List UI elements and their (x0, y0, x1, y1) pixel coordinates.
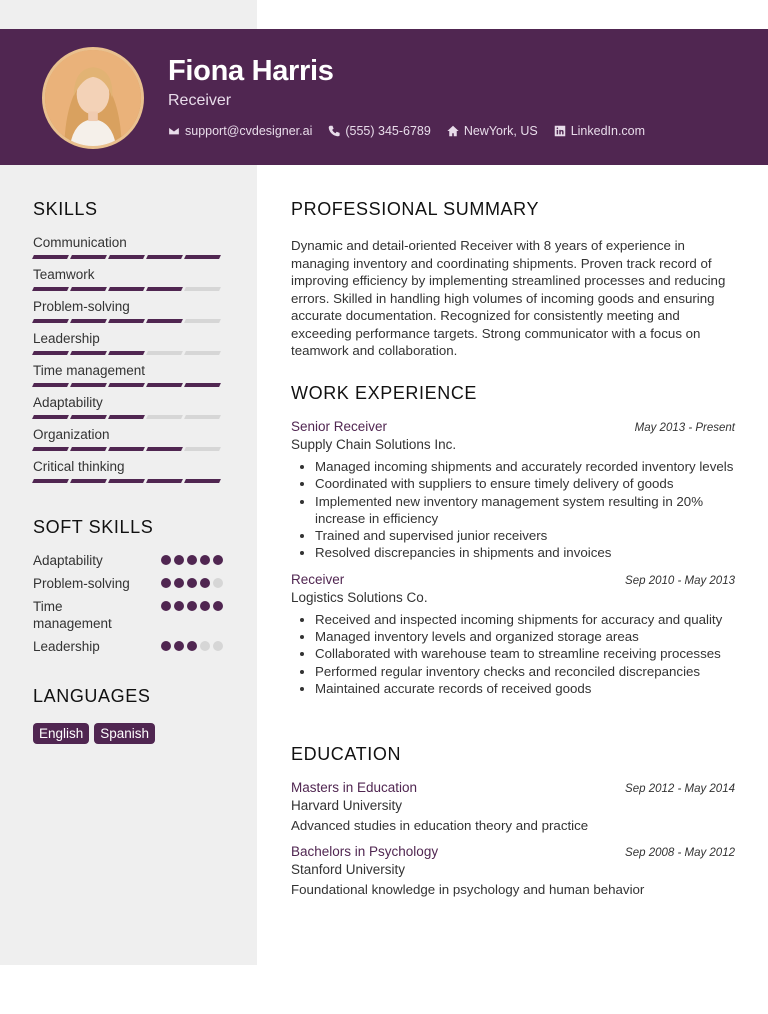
soft-skill-dot (213, 601, 223, 611)
education-list (291, 780, 735, 897)
soft-skill-dots (161, 578, 223, 588)
skill-level-segment (32, 287, 69, 291)
skill-label: Communication (33, 235, 127, 250)
soft-skills-list (33, 552, 223, 655)
job-date: May 2013 - Present (634, 422, 735, 434)
skill-level-segment (184, 415, 221, 419)
summary-text: Dynamic and detail-oriented Receiver with 8 years of experience in managing inventory and coordinating shipments. Proven track record of improving efficiency by implementing streamlined processes and reducing errors. Skilled in handling high volumes of incoming goods and ensuring accurate documentation. Recognized for consistently meeting and exceeding performance targets. Strong communicator with a focus on teamwork and collaboration. (291, 238, 726, 358)
job-bullet: • Managed incoming shipments and accurately recorded inventory levels (315, 458, 735, 475)
job-date: Sep 2010 - May 2013 (625, 574, 735, 587)
skill-level-segment (184, 479, 221, 483)
soft-skill-item (33, 552, 223, 569)
soft-skill-dot (161, 555, 171, 565)
job-bullets (291, 458, 735, 562)
education-header (291, 844, 735, 859)
linkedin-icon (554, 125, 566, 137)
soft-skill-dot (213, 555, 223, 565)
resume-header (0, 29, 768, 165)
skill-level-segment (146, 287, 183, 291)
skill-level-segment (70, 383, 107, 387)
skill-level-segment (32, 447, 69, 451)
soft-skill-dot (213, 641, 223, 651)
soft-skill-label: Leadership (33, 639, 100, 654)
soft-skill-dot (187, 601, 197, 611)
soft-skill-item (33, 598, 223, 632)
job-bullet: • Resolved discrepancies in shipments and invoices (315, 544, 735, 561)
job-bullets (291, 611, 735, 697)
job-bullet: • Coordinated with suppliers to ensure timely delivery of goods (315, 475, 735, 492)
skill-level-segment (32, 479, 69, 483)
soft-skill-dots (161, 555, 223, 565)
skill-level-segment (32, 319, 69, 323)
soft-skill-dot (174, 578, 184, 588)
job-entry (291, 419, 735, 562)
contact-location-text: NewYork, US (463, 124, 538, 138)
skills-title: SKILLS (33, 199, 98, 219)
skill-level-segment (70, 351, 107, 355)
language-tag: English (33, 723, 89, 744)
skill-level-bar (33, 415, 223, 419)
skill-level-segment (146, 383, 183, 387)
skill-level-segment (108, 255, 145, 259)
job-title: Receiver (291, 571, 345, 587)
skill-level-segment (32, 351, 69, 355)
soft-skill-dot (187, 578, 197, 588)
skill-level-segment (32, 415, 69, 419)
skill-level-segment (70, 255, 107, 259)
skill-level-segment (146, 447, 183, 451)
education-degree: Bachelors in Psychology (291, 844, 439, 859)
contact-phone-text: (555) 345-6789 (345, 124, 431, 138)
avatar (42, 47, 144, 149)
soft-skill-dot (174, 555, 184, 565)
skill-label: Teamwork (33, 267, 95, 282)
skill-level-segment (108, 287, 145, 291)
job-company: Logistics Solutions Co. (291, 589, 428, 605)
education-description: Advanced studies in education theory and practice (291, 818, 589, 833)
skill-level-segment (32, 255, 69, 259)
job-list (291, 419, 735, 697)
job-entry (291, 572, 735, 697)
soft-skill-dot (187, 555, 197, 565)
skill-level-segment (184, 447, 221, 451)
skill-label: Leadership (33, 331, 100, 346)
job-bullet: • Implemented new inventory management system resulting in 20% increase in efficiency (315, 493, 735, 528)
skill-level-segment (146, 319, 183, 323)
contact-location (447, 124, 538, 138)
job-bullet: • Performed regular inventory checks and reconciled discrepancies (315, 663, 735, 680)
skill-level-segment (70, 415, 107, 419)
experience-title: WORK EXPERIENCE (291, 383, 478, 403)
skill-item (33, 266, 223, 291)
skill-level-segment (184, 319, 221, 323)
skill-level-segment (70, 479, 107, 483)
summary-section (291, 199, 735, 360)
soft-skill-dot (174, 601, 184, 611)
job-bullet: • Managed inventory levels and organized storage areas (315, 628, 735, 645)
skill-level-bar (33, 447, 223, 451)
soft-skill-label: Time management (33, 599, 112, 631)
job-bullet: • Trained and supervised junior receivers (315, 527, 735, 544)
education-section (291, 744, 735, 897)
skill-label: Organization (33, 427, 110, 442)
experience-section (291, 383, 735, 697)
skill-item (33, 330, 223, 355)
education-title: EDUCATION (291, 744, 402, 764)
soft-skill-dot (200, 578, 210, 588)
skill-item (33, 362, 223, 387)
soft-skill-dot (161, 641, 171, 651)
skills-list (33, 234, 223, 483)
soft-skills-section (33, 517, 223, 655)
skill-level-segment (70, 447, 107, 451)
job-bullet: • Maintained accurate records of received goods (315, 680, 735, 697)
soft-skill-dot (161, 601, 171, 611)
soft-skill-dots (161, 601, 223, 611)
education-degree: Masters in Education (291, 780, 418, 795)
skill-level-segment (146, 255, 183, 259)
phone-icon (328, 125, 340, 137)
job-bullet: • Received and inspected incoming shipments for accuracy and quality (315, 611, 735, 628)
skill-level-bar (33, 319, 223, 323)
job-title: Senior Receiver (291, 419, 388, 434)
soft-skill-item (33, 638, 223, 655)
skill-level-segment (184, 351, 221, 355)
soft-skills-title: SOFT SKILLS (33, 517, 154, 537)
education-description: Foundational knowledge in psychology and human behavior (291, 882, 645, 897)
education-entry (291, 780, 735, 833)
skill-level-segment (108, 479, 145, 483)
languages-list (33, 723, 223, 744)
skill-level-segment (108, 319, 145, 323)
skill-level-segment (184, 255, 221, 259)
language-tag: Spanish (94, 723, 155, 744)
skill-level-bar (33, 383, 223, 387)
skill-label: Time management (33, 363, 146, 378)
job-company: Supply Chain Solutions Inc. (291, 437, 457, 452)
skill-label: Critical thinking (33, 459, 125, 474)
skill-level-segment (70, 319, 107, 323)
portrait-illustration (45, 50, 141, 146)
contact-linkedin[interactable] (554, 124, 645, 138)
skill-level-segment (146, 415, 183, 419)
skill-level-segment (108, 447, 145, 451)
skill-level-segment (70, 287, 107, 291)
education-school: Stanford University (291, 862, 406, 877)
contact-phone[interactable] (328, 124, 430, 138)
soft-skill-dot (200, 601, 210, 611)
contact-email[interactable] (168, 124, 312, 138)
home-icon (447, 125, 459, 137)
skill-item (33, 426, 223, 451)
languages-section (33, 686, 223, 744)
skill-level-bar (33, 479, 223, 483)
skill-level-segment (146, 351, 183, 355)
contact-row (168, 124, 645, 138)
contact-linkedin-text: LinkedIn.com (570, 124, 646, 138)
education-date: Sep 2008 - May 2012 (625, 847, 735, 859)
candidate-role: Receiver (168, 92, 232, 109)
skill-item (33, 458, 223, 483)
skill-item (33, 394, 223, 419)
skill-item (33, 298, 223, 323)
skill-level-segment (184, 287, 221, 291)
skill-level-bar (33, 351, 223, 355)
skill-level-segment (108, 351, 145, 355)
summary-title: PROFESSIONAL SUMMARY (291, 199, 540, 219)
soft-skill-dot (213, 578, 223, 588)
soft-skill-label: Adaptability (33, 553, 103, 568)
soft-skill-dots (161, 641, 223, 651)
soft-skill-dot (200, 555, 210, 565)
soft-skill-dot (200, 641, 210, 651)
job-header (291, 572, 735, 587)
education-date: Sep 2012 - May 2014 (625, 783, 735, 795)
envelope-icon (168, 125, 180, 137)
skill-item (33, 234, 223, 259)
education-entry (291, 844, 735, 897)
skill-level-bar (33, 255, 223, 259)
skill-level-segment (108, 383, 145, 387)
skill-level-segment (108, 415, 145, 419)
education-school: Harvard University (291, 798, 403, 813)
skill-label: Problem-solving (33, 299, 130, 314)
contact-email-text: support@cvdesigner.ai (185, 124, 313, 138)
soft-skill-dot (187, 641, 197, 651)
job-header (291, 419, 735, 434)
skill-level-bar (33, 287, 223, 291)
job-bullet: • Collaborated with warehouse team to streamline receiving processes (315, 645, 735, 662)
languages-title: LANGUAGES (33, 686, 151, 706)
soft-skill-dot (161, 578, 171, 588)
candidate-name: Fiona Harris (168, 55, 334, 87)
skills-section (33, 199, 223, 483)
skill-level-segment (146, 479, 183, 483)
skill-level-segment (32, 383, 69, 387)
education-header (291, 780, 735, 795)
soft-skill-dot (174, 641, 184, 651)
skill-level-segment (184, 383, 221, 387)
skill-label: Adaptability (33, 395, 103, 410)
soft-skill-label: Problem-solving (33, 576, 130, 591)
soft-skill-item (33, 575, 223, 592)
